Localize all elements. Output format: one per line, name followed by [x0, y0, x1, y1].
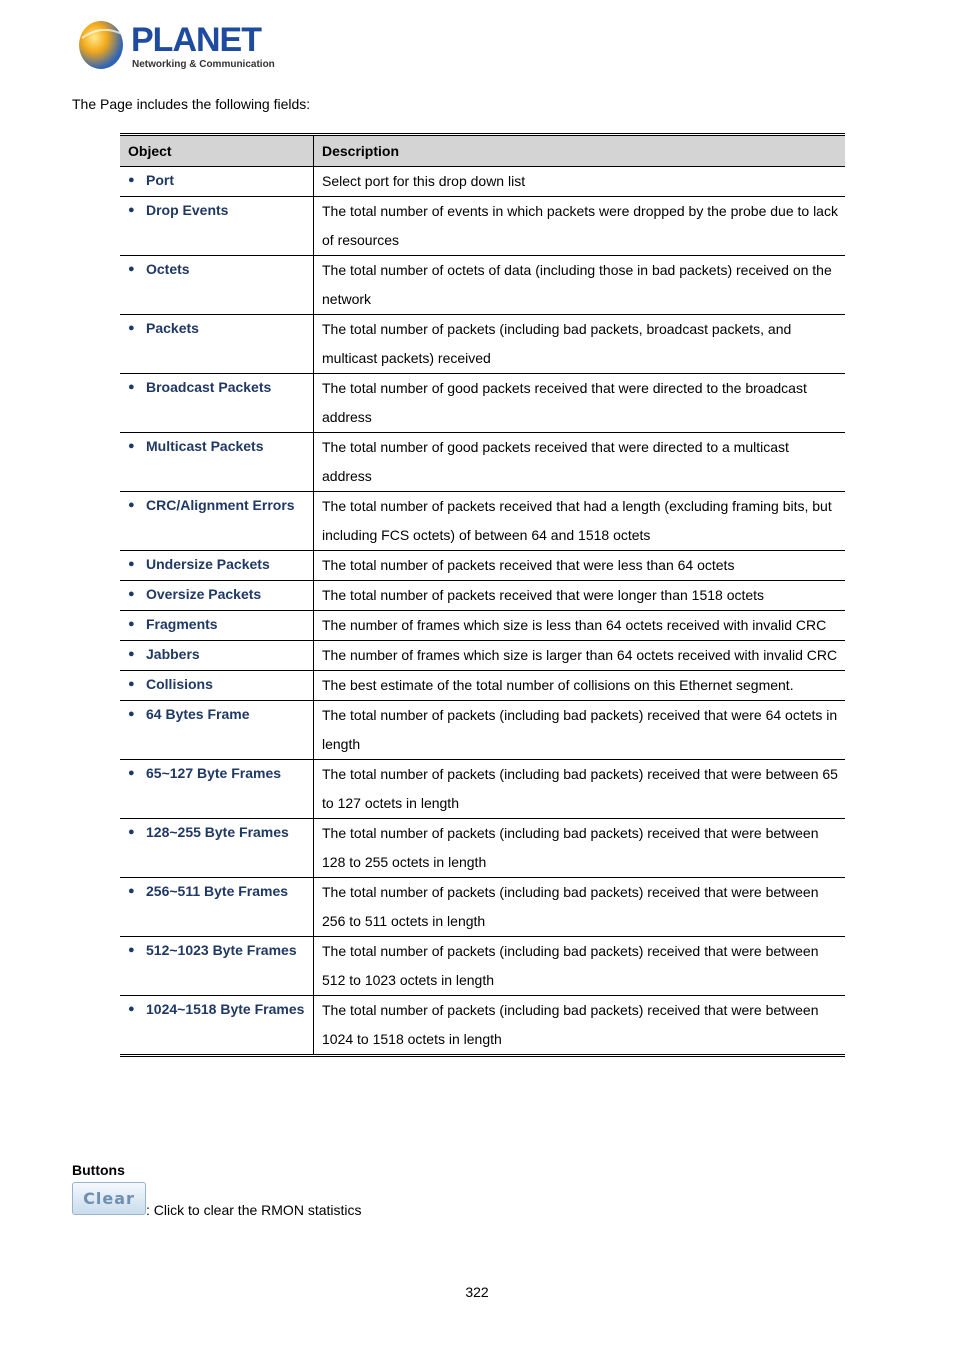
- object-cell: [120, 374, 314, 433]
- object-cell: [120, 760, 314, 819]
- table-row: [120, 878, 845, 937]
- bullet-icon: ●: [128, 499, 135, 511]
- object-name: Packets: [146, 320, 199, 336]
- object-cell: [120, 197, 314, 256]
- bullet-icon: ●: [128, 558, 135, 570]
- object-name: Jabbers: [146, 646, 200, 662]
- description-text: Select port for this drop down list: [322, 173, 526, 189]
- table-row: [120, 581, 845, 611]
- object-name: Multicast Packets: [146, 438, 264, 454]
- description-cell: [314, 671, 846, 701]
- description-cell: [314, 878, 846, 937]
- description-text: The total number of good packets received that were directed to the broadcast address: [322, 380, 807, 425]
- bullet-icon: ●: [128, 618, 135, 630]
- table-row: [120, 819, 845, 878]
- object-name: 65~127 Byte Frames: [146, 765, 282, 781]
- svg-text:PLANET: PLANET: [131, 21, 261, 59]
- description-text: The total number of packets (including bad packets, broadcast packets, and multicast packets) received: [322, 321, 792, 366]
- bullet-icon: ●: [128, 767, 135, 779]
- description-cell: [314, 611, 846, 641]
- page-number: 322: [465, 1284, 489, 1300]
- object-cell: [120, 433, 314, 492]
- description-cell: [314, 819, 846, 878]
- object-name: 64 Bytes Frame: [146, 706, 250, 722]
- description-cell: [314, 996, 846, 1056]
- description-text: The total number of packets (including bad packets) received that were between 128 to 255 octets in length: [322, 825, 819, 870]
- description-cell: [314, 433, 846, 492]
- bullet-icon: ●: [128, 1003, 135, 1015]
- object-name: Port: [146, 172, 174, 188]
- bullet-icon: ●: [128, 648, 135, 660]
- object-name: 1024~1518 Byte Frames: [146, 1001, 305, 1017]
- object-cell: [120, 996, 314, 1056]
- column-header-object: Object: [120, 135, 314, 167]
- description-text: The total number of packets (including bad packets) received that were between 256 to 511 octets in length: [322, 884, 819, 929]
- table-row: [120, 315, 845, 374]
- description-text: The total number of packets received that were longer than 1518 octets: [322, 587, 765, 603]
- description-cell: [314, 641, 846, 671]
- object-name: Undersize Packets: [146, 556, 270, 572]
- description-text: The total number of packets received that had a length (excluding framing bits, but including FCS octets) of between 64 and 1518 octets: [322, 498, 832, 543]
- table-row: [120, 374, 845, 433]
- description-text: The number of frames which size is larger than 64 octets received with invalid CRC: [322, 647, 838, 663]
- object-name: Octets: [146, 261, 190, 277]
- bullet-icon: ●: [128, 826, 135, 838]
- object-cell: [120, 315, 314, 374]
- table-row: [120, 492, 845, 551]
- description-text: The total number of good packets received that were directed to a multicast address: [322, 439, 789, 484]
- object-name: Fragments: [146, 616, 218, 632]
- description-text: The number of frames which size is less than 64 octets received with invalid CRC: [322, 617, 827, 633]
- object-cell: [120, 256, 314, 315]
- bullet-icon: ●: [128, 322, 135, 334]
- object-name: 128~255 Byte Frames: [146, 824, 289, 840]
- description-cell: [314, 374, 846, 433]
- description-cell: [314, 701, 846, 760]
- object-cell: [120, 492, 314, 551]
- object-cell: [120, 701, 314, 760]
- bullet-icon: ●: [128, 440, 135, 452]
- bullet-icon: ●: [128, 381, 135, 393]
- object-name: Broadcast Packets: [146, 379, 272, 395]
- object-name: CRC/Alignment Errors: [146, 497, 295, 513]
- description-cell: [314, 760, 846, 819]
- description-text: The total number of packets (including bad packets) received that were between 1024 to 1518 octets in length: [322, 1002, 819, 1047]
- table-body: [120, 167, 845, 1056]
- bullet-icon: ●: [128, 678, 135, 690]
- clear-button[interactable]: Clear: [72, 1182, 146, 1215]
- description-text: The total number of packets (including bad packets) received that were between 512 to 1023 octets in length: [322, 943, 819, 988]
- bullet-icon: ●: [128, 588, 135, 600]
- table-row: [120, 760, 845, 819]
- object-cell: [120, 937, 314, 996]
- description-text: The total number of packets received that were less than 64 octets: [322, 557, 735, 573]
- bullet-icon: ●: [128, 708, 135, 720]
- description-cell: [314, 551, 846, 581]
- fields-table: [120, 133, 845, 1057]
- object-name: Drop Events: [146, 202, 229, 218]
- description-cell: [314, 167, 846, 197]
- description-cell: [314, 315, 846, 374]
- table-row: [120, 256, 845, 315]
- table-row: [120, 996, 845, 1056]
- table-row: [120, 433, 845, 492]
- table-row: [120, 197, 845, 256]
- table-row: [120, 701, 845, 760]
- clear-button-description: : Click to clear the RMON statistics: [146, 1202, 362, 1218]
- svg-text:Networking & Communication: Networking & Communication: [132, 59, 275, 70]
- globe-icon: [79, 21, 123, 69]
- description-text: The total number of packets (including bad packets) received that were between 65 to 127 octets in length: [322, 766, 838, 811]
- description-cell: [314, 581, 846, 611]
- planet-logo: [76, 18, 276, 72]
- description-text: The total number of events in which packets were dropped by the probe due to lack of resources: [322, 203, 838, 248]
- description-cell: [314, 256, 846, 315]
- bullet-icon: ●: [128, 174, 135, 186]
- table-row: [120, 551, 845, 581]
- description-cell: [314, 197, 846, 256]
- buttons-heading: Buttons: [72, 1162, 125, 1178]
- object-name: Oversize Packets: [146, 586, 262, 602]
- table-row: [120, 937, 845, 996]
- description-text: The total number of octets of data (including those in bad packets) received on the network: [322, 262, 832, 307]
- object-name: 256~511 Byte Frames: [146, 883, 289, 899]
- bullet-icon: ●: [128, 944, 135, 956]
- column-header-description: Description: [314, 135, 846, 167]
- object-cell: [120, 819, 314, 878]
- object-cell: [120, 878, 314, 937]
- description-text: The best estimate of the total number of collisions on this Ethernet segment.: [322, 677, 794, 693]
- description-text: The total number of packets (including bad packets) received that were 64 octets in length: [322, 707, 838, 752]
- intro-text: The Page includes the following fields:: [72, 96, 311, 112]
- bullet-icon: ●: [128, 885, 135, 897]
- bullet-icon: ●: [128, 204, 135, 216]
- object-name: 512~1023 Byte Frames: [146, 942, 297, 958]
- bullet-icon: ●: [128, 263, 135, 275]
- description-cell: [314, 492, 846, 551]
- description-cell: [314, 937, 846, 996]
- object-name: Collisions: [146, 676, 213, 692]
